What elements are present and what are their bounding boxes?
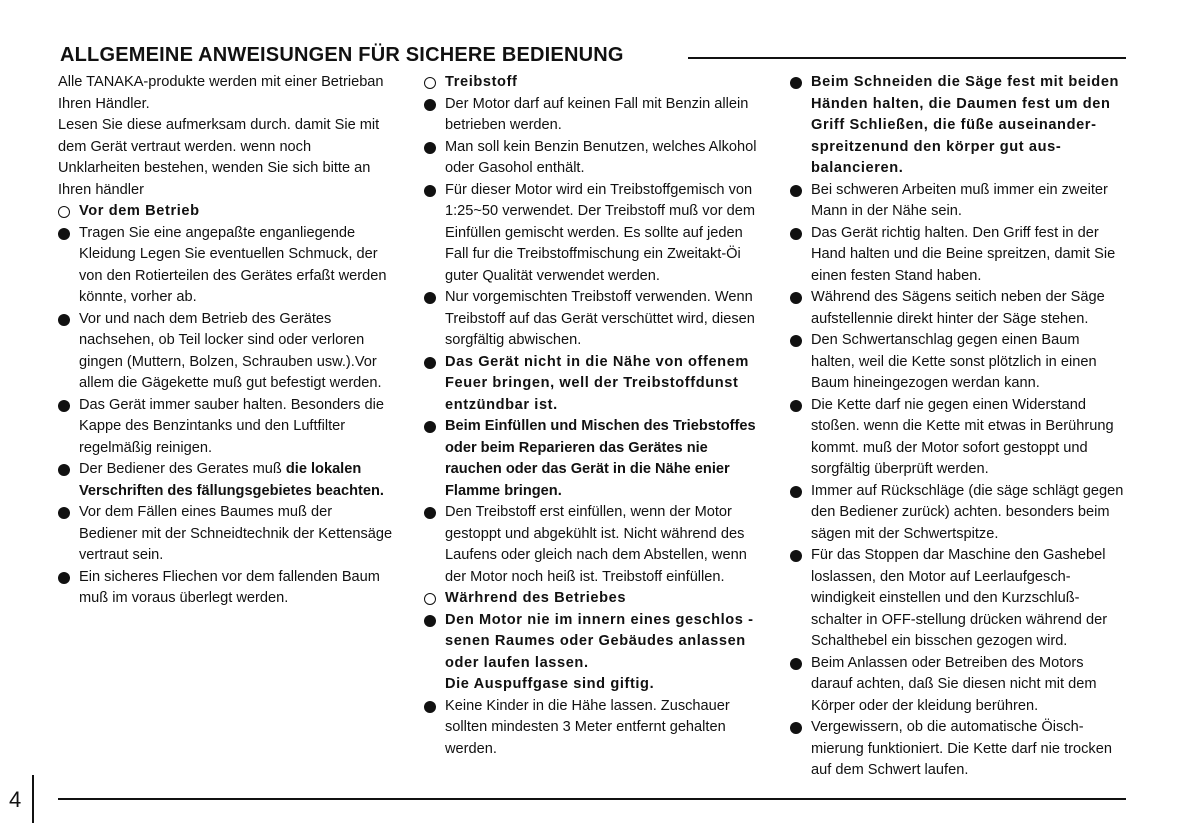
list-item bbox=[58, 309, 394, 395]
section-circle-icon bbox=[424, 593, 436, 605]
section-circle-icon bbox=[424, 77, 436, 89]
title-row bbox=[60, 44, 1126, 70]
list-item-text: Für das Stoppen dar Maschine den Gashebel loslassen, den Motor auf Leerlaufgesch-windigkeit einstellen und den Kurzschluß-schalter in OFF-stellung drücken während der Schalthebel ein bisschen gezogen wird. bbox=[811, 547, 1108, 649]
list-item bbox=[790, 717, 1126, 782]
list-item-text: Beim Anlassen oder Betreiben des Motors darauf achten, daß Sie diesen nicht mit dem Körper oder der kleidung berühren. bbox=[811, 654, 1097, 714]
list-item-text: Das Gerät richtig halten. Den Griff fest in der Hand halten und die Beine spreitzen, damit Sie einen festen Stand haben. bbox=[811, 224, 1116, 284]
section-circle-icon bbox=[58, 206, 70, 218]
list-item-text: Man soll kein Benzin Benutzen, welches Alkohol oder Gasohol enthält. bbox=[445, 138, 757, 176]
list-item-text: Nur vorgemischten Treibstoff verwenden. Wenn Treibstoff auf das Gerät verschüttet wird, diesen sorgfältig abwischen. bbox=[445, 289, 755, 348]
list-item bbox=[424, 352, 760, 417]
list-item-text: Den Treibstoff erst einfüllen, wenn der Motor gestoppt und abgekühlt ist. Nicht während des Laufens oder gleich nach dem Abstellen, wenn der Motor noch heiß ist. Treibstoff einfüllen. bbox=[445, 504, 747, 585]
section-heading bbox=[424, 72, 760, 94]
bullet-icon bbox=[58, 228, 70, 240]
list-item-text: Bei schweren Arbeiten muß immer ein zweiter Mann in der Nähe sein. bbox=[811, 181, 1108, 219]
list-item-text: Die Kette darf nie gegen einen Widerstand stoßen. wenn die Kette mit etwas in Berührung kommt. muß der Motor sofort gestoppt und sorgfältig überprüft werden. bbox=[811, 396, 1114, 477]
list-item bbox=[790, 180, 1126, 223]
list-item bbox=[58, 567, 394, 610]
list-item-text: Ein sicheres Fliechen vor dem fallenden Baum muß im voraus überlegt werden. bbox=[79, 568, 380, 606]
list-item bbox=[58, 223, 394, 309]
column-3 bbox=[790, 72, 1126, 782]
list-item-text: Vergewissern, ob die automatische Öisch-mierung funktioniert. Die Kette darf nie trocken auf dem Schwert laufen. bbox=[811, 719, 1112, 778]
list-item-text: Tragen Sie eine angepaßte enganliegende Kleidung Legen Sie eventuellen Schmuck, der von den Rotierteilen des Gerätes erfaßt werden könnte, vorher ab. bbox=[79, 224, 387, 305]
list-item bbox=[424, 180, 760, 288]
list-item-text: Den Schwertanschlag gegen einen Baum halten, weil die Kette sonst plötzlich in einen Baum hineingezogen werdan kann. bbox=[811, 332, 1097, 391]
bullet-icon bbox=[790, 486, 802, 498]
bullet-icon bbox=[790, 228, 802, 240]
section-heading-text: Wärhrend des Betriebes bbox=[445, 590, 627, 606]
list-item bbox=[424, 502, 760, 588]
list-item-text: Das Gerät nicht in die Nähe von offenem Feuer bringen, well der Treibstoffdunst entzündbar ist. bbox=[445, 353, 749, 413]
column-1 bbox=[58, 72, 394, 610]
list-item bbox=[790, 545, 1126, 653]
list-item bbox=[790, 330, 1126, 395]
column-2 bbox=[424, 72, 760, 760]
bullet-icon bbox=[790, 185, 802, 197]
list-item bbox=[790, 72, 1126, 180]
list-item bbox=[790, 287, 1126, 330]
bullet-icon bbox=[424, 615, 436, 627]
list-item bbox=[424, 610, 760, 696]
bullet-icon bbox=[58, 400, 70, 412]
list-item bbox=[58, 459, 394, 502]
bullet-icon bbox=[58, 572, 70, 584]
list-item-text: Vor und nach dem Betrieb des Gerätes nachsehen, ob Teil locker sind oder verloren gingen (Muttern, Bolzen, Schrauben usw.).Vor allem die Gägekette muß gut befestigt werden. bbox=[79, 310, 382, 391]
bullet-icon bbox=[58, 314, 70, 326]
list-item-text: Vor dem Fällen eines Baumes muß der Bediener mit der Schneidtechnik der Kettensäge vertraut sein. bbox=[79, 504, 393, 563]
list-item-bold-text: die lokalen Verschriften des fällungsgebietes beachten. bbox=[79, 461, 384, 499]
bullet-icon bbox=[424, 99, 436, 111]
bullet-icon bbox=[790, 400, 802, 412]
list-item bbox=[790, 481, 1126, 546]
list-item bbox=[58, 502, 394, 567]
bullet-icon bbox=[790, 77, 802, 89]
bullet-icon bbox=[790, 335, 802, 347]
section-heading-text: Vor dem Betrieb bbox=[79, 203, 200, 219]
bullet-icon bbox=[58, 464, 70, 476]
bullet-icon bbox=[424, 701, 436, 713]
section-heading-text: Treibstoff bbox=[445, 74, 518, 90]
section-heading bbox=[58, 201, 394, 223]
page-title: ALLGEMEINE ANWEISUNGEN FÜR SICHERE BEDIENUNG bbox=[60, 44, 624, 66]
bullet-icon bbox=[790, 722, 802, 734]
list-item bbox=[790, 223, 1126, 288]
bullet-icon bbox=[424, 421, 436, 433]
bullet-icon bbox=[424, 357, 436, 369]
bullet-icon bbox=[790, 292, 802, 304]
list-item-text: Beim Schneiden die Säge fest mit beiden Händen halten, die Daumen fest um den Griff Schließen, die füße auseinander-spreitzenund den körper gut aus-balancieren. bbox=[811, 74, 1120, 176]
list-item-text: Immer auf Rückschläge (die säge schlägt gegen den Bediener zurück) achten. besonders beim sägen mit der Schwertspitze. bbox=[811, 482, 1124, 542]
intro-paragraph: Alle TANAKA-produkte werden mit einer Betrieban Ihren Händler. bbox=[58, 74, 384, 112]
list-item bbox=[424, 696, 760, 761]
list-item-text: Während des Sägens seitich neben der Säge aufstellennie direkt hinter der Säge stehen. bbox=[811, 289, 1105, 327]
list-item bbox=[790, 653, 1126, 718]
list-item bbox=[424, 137, 760, 180]
list-item-text: Der Bediener des Gerates muß bbox=[79, 461, 286, 477]
list-item bbox=[790, 395, 1126, 481]
list-item-text: Das Gerät immer sauber halten. Besonders die Kappe des Benzintanks und den Luftfilter regelmäßig reinigen. bbox=[79, 396, 384, 456]
list-item bbox=[424, 287, 760, 352]
list-item bbox=[424, 416, 760, 502]
list-item-text: Für dieser Motor wird ein Treibstoffgemisch von 1:25~50 verwendet. Der Treibstoff muß vor dem Einfüllen gemischt werden. Es sollte auf jeden Fall fur die Treibstoffmischung ein Zweitakt-Öi guter Qualität verwendet werden. bbox=[445, 181, 755, 284]
bullet-icon bbox=[790, 658, 802, 670]
list-item-text: Keine Kinder in die Hähe lassen. Zuschauer sollten mindesten 3 Meter entfernt gehalten werden. bbox=[445, 697, 730, 757]
bullet-icon bbox=[790, 550, 802, 562]
intro-paragraph: Lesen Sie diese aufmerksam durch. damit Sie mit dem Gerät vertraut werden. wenn noch Unklarheiten bestehen, wenden Sie sich bitte an Ihren händler bbox=[58, 117, 380, 198]
bullet-icon bbox=[58, 507, 70, 519]
section-heading bbox=[424, 588, 760, 610]
bullet-icon bbox=[424, 292, 436, 304]
list-item-text: Der Motor darf auf keinen Fall mit Benzin allein betrieben werden. bbox=[445, 95, 749, 133]
title-rule bbox=[688, 57, 1126, 59]
bullet-icon bbox=[424, 185, 436, 197]
list-item bbox=[424, 94, 760, 137]
list-item bbox=[58, 395, 394, 460]
page-number-rule bbox=[32, 775, 34, 823]
page-number: 4 bbox=[9, 787, 22, 812]
list-item-extra-text: Die Auspuffgase sind giftig. bbox=[445, 676, 655, 692]
bullet-icon bbox=[424, 507, 436, 519]
bullet-icon bbox=[424, 142, 436, 154]
list-item-text: Den Motor nie im innern eines geschlos -senen Raumes oder Gebäudes anlassen oder laufen lassen. bbox=[445, 611, 754, 671]
footer-rule bbox=[58, 798, 1126, 800]
list-item-text: Beim Einfüllen und Mischen des Triebstoffes oder beim Reparieren das Gerätes nie rauchen oder das Gerät in die Nähe enier Flamme bringen. bbox=[445, 418, 756, 499]
